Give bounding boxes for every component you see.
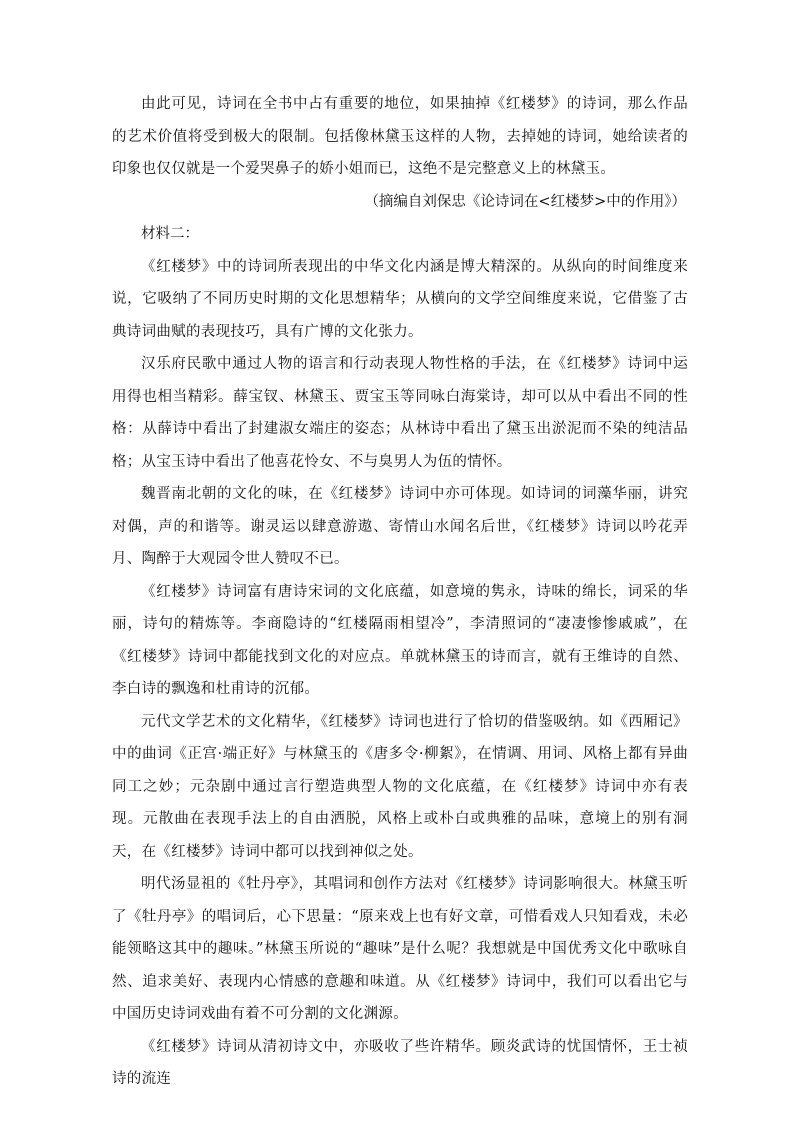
source-citation: （摘编自刘保忠《论诗词在<红楼梦>中的作用》） — [364, 193, 686, 210]
paragraph-cultural-connotation: 《红楼梦》中的诗词所表现出的中华文化内涵是博大精深的。从纵向的时间维度来说，它吸纳了不同历史时期的文化思想精华；从横向的文学空间维度来说，它借鉴了古典诗词曲赋的表现技巧，具有广博的文化张力。 — [112, 258, 688, 340]
paragraph-yuan-dynasty: 元代文学艺术的文化精华，《红楼梦》诗词也进行了恰切的借鉴吸纳。如《西厢记》中的曲词《正宫·端正好》与林黛玉的《唐多令·柳絮》，在情调、用词、风格上都有异曲同工之妙；元杂剧中通过言行塑造典型人物的文化底蕴，在《红楼梦》诗词中亦有表现。元散曲在表现手法上的自由洒脱，风格上或朴白或典雅的品味，意境上的别有洞天，在《红楼梦》诗词中都可以找到神似之处。 — [112, 713, 688, 860]
material-two-label: 材料二： — [141, 226, 199, 242]
paragraph-wei-jin: 魏晋南北朝的文化的味，在《红楼梦》诗词中亦可体现。如诗词的词藻华丽，讲究对偶，声的和谐等。谢灵运以肆意游遨、寄情山水闻名后世，《红楼梦》诗词以吟花弄月、陶醉于大观园令世人赞叹不已。 — [112, 486, 688, 567]
paragraph-tang-song: 《红楼梦》诗词富有唐诗宋词的文化底蕴，如意境的隽永，诗味的绵长，词采的华丽，诗句的精炼等。李商隐诗的“红楼隔雨相望冷”，李清照词的“凄凄惨惨戚戚”，在《红楼梦》诗词中都能找到文化的对应点。单就林黛玉的诗而言，就有王维诗的自然、李白诗的飘逸和杜甫诗的沉郁。 — [112, 583, 688, 697]
paragraph-early-qing: 《红楼梦》诗词从清初诗文中，亦吸收了些许精华。顾炎武诗的忧国情怀，王士祯诗的流连 — [112, 1038, 688, 1087]
paragraph-han-yuefu: 汉乐府民歌中通过人物的语言和行动表现人物性格的手法，在《红楼梦》诗词中运用得也相当精彩。薛宝钗、林黛玉、贾宝玉等同咏白海棠诗，却可以从中看出不同的性格：从薛诗中看出了封建淑女端庄的姿态；从林诗中看出了黛玉出淤泥而不染的纯洁品格；从宝玉诗中看出了他喜花怜女、不与臭男人为伍的情怀。 — [112, 356, 688, 470]
document-body — [112, 88, 688, 1096]
paragraph-ming-dynasty: 明代汤显祖的《牡丹亭》，其唱词和创作方法对《红楼梦》诗词影响很大。林黛玉听了《牡丹亭》的唱词后，心下思量：“原来戏上也有好文章，可惜看戏人只知看戏，未必能领略这其中的趣味。”林黛玉所说的“趣味”是什么呢？我想就是中国优秀文化中歌咏自然、追求美好、表现内心情感的意趣和味道。从《红楼梦》诗词中，我们可以看出它与中国历史诗词戏曲有着不可分割的文化渊源。 — [112, 876, 688, 1022]
paragraph-conclusion: 由此可见，诗词在全书中占有重要的地位，如果抽掉《红楼梦》的诗词，那么作品的艺术价值将受到极大的限制。包括像林黛玉这样的人物，去掉她的诗词，她给读者的印象也仅仅就是一个爱哭鼻子的娇小姐而已，这绝不是完整意义上的林黛玉。 — [112, 96, 688, 177]
